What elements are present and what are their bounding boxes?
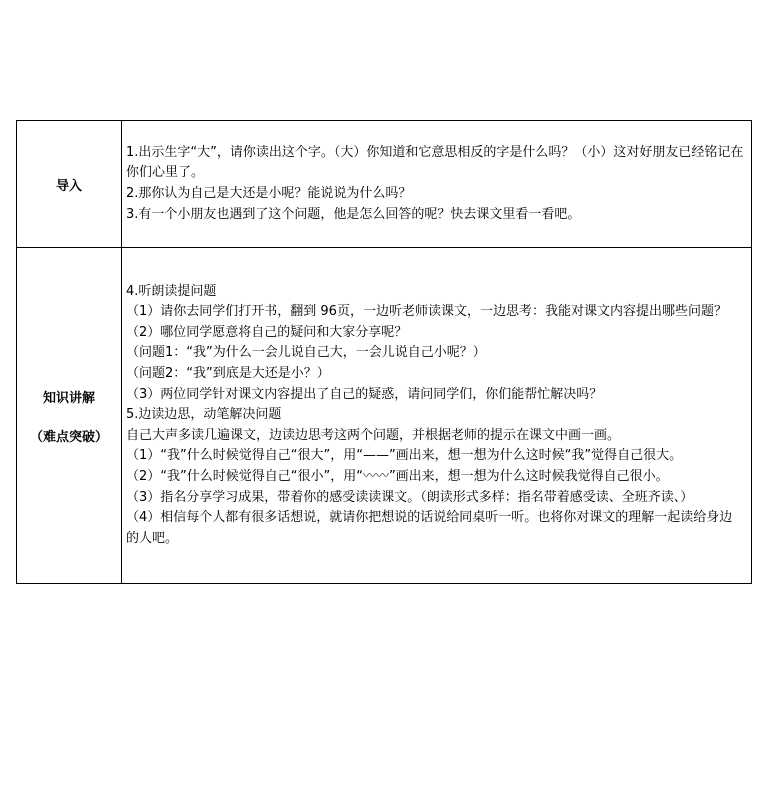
content-line: 4.听朗读提问题: [126, 283, 217, 299]
content-line: （问题1：“我”为什么一会儿说自己大，一会儿说自己小呢？）: [126, 345, 486, 361]
content-line: 2.那你认为自己是大还是小呢？能说说为什么吗？: [126, 186, 412, 201]
content-line: （问题2：“我”到底是大还是小？）: [126, 366, 330, 382]
content-line: （3）两位同学针对课文内容提出了自己的疑惑，请问同学们，你们能帮忙解决吗？: [126, 386, 603, 402]
row-label-text: 导入: [55, 178, 82, 194]
content-line: （3）指名分享学习成果，带着你的感受读读课文。（朗读形式多样：指名带着感受读、全班齐读、）: [126, 489, 694, 505]
content-line: 1.出示生字“大”，请你读出这个字。（大）你知道和它意思相反的字是什么吗？（小）这对好朋友已经铭记在你们心里了。: [126, 144, 744, 181]
content-line: （1）“我”什么时候觉得自己“很大”，用“——”画出来，想一想为什么这时候“我”觉得自己很大。: [126, 448, 683, 464]
table-row-knowledge: [17, 248, 752, 584]
content-line: （2）“我”什么时候觉得自己“很小”，用“〰〰”画出来，想一想为什么这时候我觉得自己很小。: [126, 468, 669, 484]
lesson-plan-table: [16, 120, 752, 584]
content-line: （2）哪位同学愿意将自己的疑问和大家分享呢？: [126, 324, 408, 340]
content-line: 3.有一个小朋友也遇到了这个问题，他是怎么回答的呢？快去课文里看一看吧。: [126, 206, 581, 222]
content-line: 5.边读边思，动笔解决问题: [126, 407, 282, 423]
table-row-intro: [17, 121, 752, 248]
row-content-intro: [122, 121, 752, 248]
row-label-text: 知识讲解: [42, 390, 95, 406]
content-line: （4）相信每个人都有很多话想说，就请你把想说的话说给同桌听一听。也将你对课文的理解一起读给身边的人吧。: [126, 510, 733, 546]
row-label-knowledge: [17, 248, 122, 584]
row-label-intro: [17, 121, 122, 248]
row-content-knowledge: [122, 248, 752, 584]
row-sublabel-text: （难点突破）: [29, 429, 108, 445]
content-line: （1）请你去同学们打开书，翻到 96页，一边听老师读课文，一边思考：我能对课文内容提出哪些问题？: [126, 304, 727, 320]
content-line: 自己大声多读几遍课文，边读边思考这两个问题，并根据老师的提示在课文中画一画。: [126, 427, 621, 443]
